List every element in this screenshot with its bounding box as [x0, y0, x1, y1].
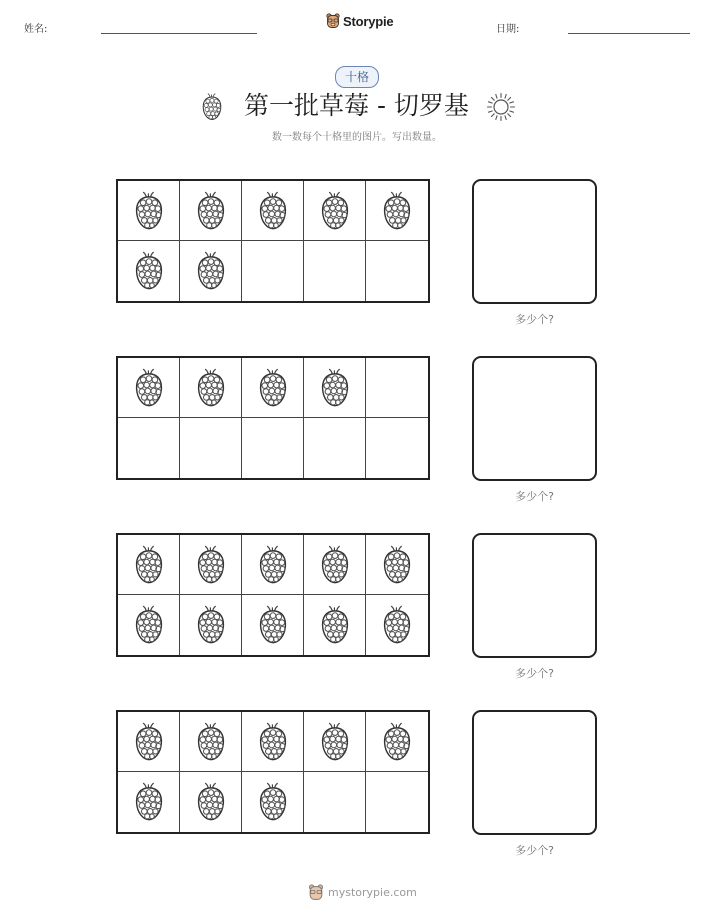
- ten-frame-cell-empty: [242, 241, 304, 301]
- berry-icon: [382, 545, 412, 585]
- ten-frame-cell-empty: [366, 358, 428, 418]
- berry-icon: [134, 251, 164, 291]
- sun-icon: [486, 92, 516, 122]
- bear-icon: [308, 884, 324, 901]
- berry-icon: [196, 191, 226, 231]
- ten-frame-cell-filled: [180, 772, 242, 832]
- berry-icon: [382, 191, 412, 231]
- berry-icon: [134, 368, 164, 408]
- ten-frame-cell-filled: [118, 358, 180, 418]
- ten-frame-cell-empty: [304, 241, 366, 301]
- berry-icon: [196, 782, 226, 822]
- ten-frame-cell-filled: [366, 712, 428, 772]
- berry-icon: [258, 191, 288, 231]
- ten-frame-cell-filled: [118, 535, 180, 595]
- ten-frame-cell-empty: [118, 418, 180, 478]
- footer: [308, 884, 417, 901]
- ten-frame-cell-filled: [118, 772, 180, 832]
- ten-frame-cell-empty: [366, 772, 428, 832]
- answer-box[interactable]: [472, 533, 597, 658]
- how-many-prompt: 多少个?: [515, 667, 554, 680]
- name-label: 姓名:: [24, 24, 48, 35]
- ten-frame-cell-filled: [118, 181, 180, 241]
- ten-frame: [116, 179, 430, 303]
- berry-icon: [202, 91, 222, 123]
- berry-icon: [196, 368, 226, 408]
- ten-frame-cell-filled: [242, 772, 304, 832]
- answer-box[interactable]: [472, 179, 597, 304]
- ten-frame-cell-filled: [366, 535, 428, 595]
- berry-icon: [258, 368, 288, 408]
- how-many-prompt: 多少个?: [515, 490, 554, 503]
- ten-frame-cell-filled: [366, 595, 428, 655]
- berry-icon: [258, 545, 288, 585]
- ten-frame-cell-filled: [180, 712, 242, 772]
- name-line[interactable]: [101, 33, 257, 34]
- date-label: 日期:: [496, 24, 520, 35]
- ten-frame-cell-filled: [242, 358, 304, 418]
- ten-frame-cell-filled: [304, 712, 366, 772]
- berry-icon: [258, 722, 288, 762]
- instructions: 数一数每个十格里的图片。写出数量。: [272, 132, 442, 143]
- ten-frame-cell-empty: [304, 418, 366, 478]
- berry-icon: [382, 722, 412, 762]
- ten-frame: [116, 710, 430, 834]
- ten-frame-cell-filled: [242, 535, 304, 595]
- berry-icon: [258, 782, 288, 822]
- answer-box[interactable]: [472, 356, 597, 481]
- berry-icon: [196, 605, 226, 645]
- berry-icon: [134, 191, 164, 231]
- ten-frame-cell-empty: [304, 772, 366, 832]
- ten-frame-cell-filled: [304, 181, 366, 241]
- ten-frame-cell-filled: [304, 358, 366, 418]
- berry-icon: [320, 605, 350, 645]
- how-many-prompt: 多少个?: [515, 844, 554, 857]
- berry-icon: [196, 722, 226, 762]
- ten-frame-cell-filled: [242, 595, 304, 655]
- ten-frame-cell-filled: [304, 595, 366, 655]
- ten-frame-cell-filled: [180, 358, 242, 418]
- ten-frame-cell-empty: [180, 418, 242, 478]
- berry-icon: [258, 605, 288, 645]
- ten-frame-cell-filled: [180, 181, 242, 241]
- berry-icon: [196, 251, 226, 291]
- ten-frame-cell-filled: [180, 595, 242, 655]
- ten-frame-cell-empty: [366, 241, 428, 301]
- answer-box[interactable]: [472, 710, 597, 835]
- berry-icon: [320, 722, 350, 762]
- berry-icon: [134, 782, 164, 822]
- berry-icon: [196, 545, 226, 585]
- ten-frame-cell-filled: [242, 181, 304, 241]
- date-line[interactable]: [568, 33, 690, 34]
- ten-frame-cell-filled: [180, 241, 242, 301]
- ten-frame: [116, 533, 430, 657]
- berry-icon: [382, 605, 412, 645]
- ten-frame-cell-filled: [118, 712, 180, 772]
- berry-icon: [320, 545, 350, 585]
- berry-icon: [134, 722, 164, 762]
- berry-icon: [320, 191, 350, 231]
- ten-frame: [116, 356, 430, 480]
- ten-frame-cell-filled: [304, 535, 366, 595]
- worksheet-tag: 十格: [335, 66, 379, 88]
- berry-icon: [134, 605, 164, 645]
- storypie-logo: [326, 13, 393, 29]
- ten-frame-cell-filled: [118, 595, 180, 655]
- ten-frame-cell-empty: [242, 418, 304, 478]
- footer-url[interactable]: mystorypie.com: [328, 886, 417, 899]
- ten-frame-cell-empty: [366, 418, 428, 478]
- ten-frame-cell-filled: [118, 241, 180, 301]
- ten-frame-cell-filled: [242, 712, 304, 772]
- how-many-prompt: 多少个?: [515, 313, 554, 326]
- brand-name: Storypie: [343, 13, 394, 29]
- bear-icon: [326, 13, 340, 29]
- ten-frame-cell-filled: [366, 181, 428, 241]
- berry-icon: [134, 545, 164, 585]
- ten-frame-cell-filled: [180, 535, 242, 595]
- page-title: 第一批草莓 - 切罗基: [244, 91, 469, 120]
- berry-icon: [320, 368, 350, 408]
